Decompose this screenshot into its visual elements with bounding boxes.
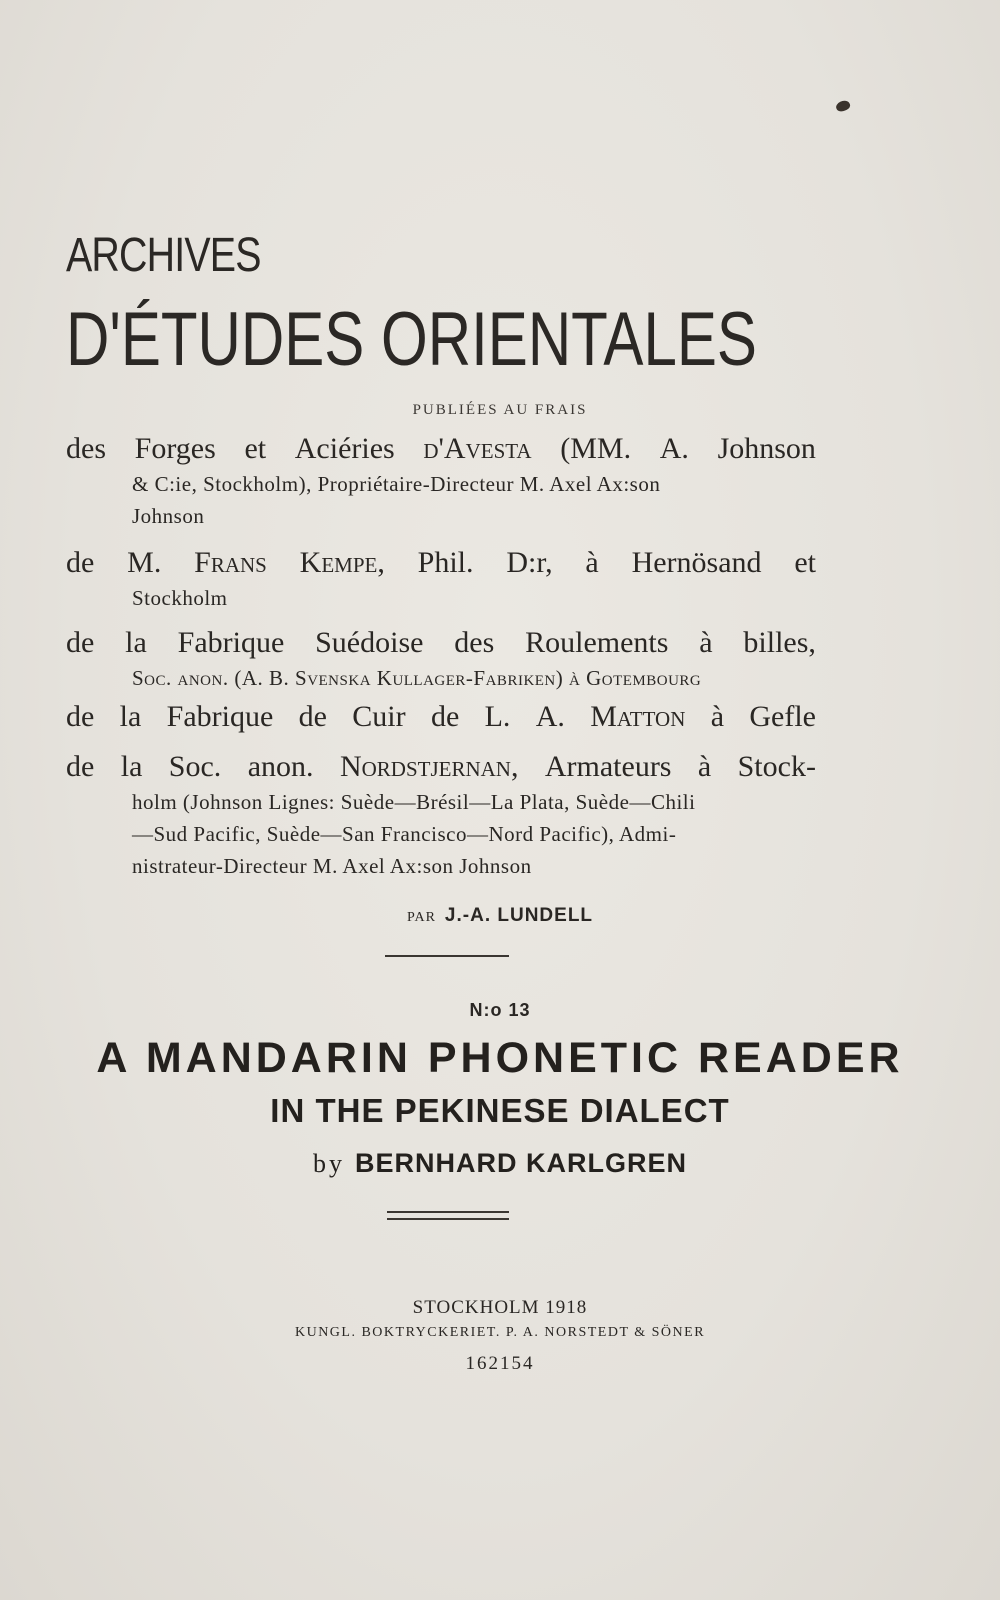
word: à	[710, 700, 725, 733]
editor-name: J.-A. LUNDELL	[444, 905, 594, 926]
par-label: PAR	[406, 910, 436, 925]
word: et	[244, 432, 267, 465]
word: Armateurs	[544, 750, 672, 783]
word: (MM.	[560, 432, 632, 465]
word: la	[120, 750, 143, 783]
continuation-line: & C:ie, Stockholm), Propriétaire-Directeur M. Axel Ax:son	[132, 472, 661, 496]
author-line	[0, 1148, 1000, 1179]
word: Aciéries	[294, 432, 395, 465]
word: Kempe,	[299, 546, 385, 579]
sponsor-continuation	[132, 662, 816, 694]
word: Hernösand	[631, 546, 762, 579]
word: A.	[535, 700, 565, 733]
word: de	[430, 700, 460, 733]
word: Roulements	[525, 626, 669, 659]
word: D:r,	[506, 546, 553, 579]
imprint-printer: KUNGL. BOKTRYCKERIET. P. A. NORSTEDT & SÖNER	[294, 1325, 706, 1340]
continuation-line: Stockholm	[132, 586, 228, 610]
sponsor-lead-line	[66, 698, 816, 736]
sponsor-lead-line	[66, 544, 816, 582]
sponsor-prefix: de	[66, 700, 95, 733]
word: M.	[127, 546, 162, 579]
word: à	[585, 546, 599, 579]
word: Frans	[194, 546, 267, 579]
sponsor-lead-line	[66, 430, 816, 468]
word: la	[119, 700, 142, 733]
word: d'Avesta	[423, 432, 532, 465]
sponsor-prefix: de	[66, 750, 95, 783]
word: des	[454, 626, 495, 659]
word: L.	[484, 700, 511, 733]
word: Gefle	[749, 700, 816, 733]
sponsor-prefix: de	[66, 626, 95, 659]
sponsor-entry-kempe	[66, 544, 816, 614]
ink-spot	[835, 99, 852, 114]
volume-number: N:o 13	[469, 1000, 531, 1020]
double-rule	[387, 1211, 509, 1220]
word: Fabrique	[177, 626, 285, 659]
word: la	[125, 626, 147, 659]
continuation-line: Soc. anon. (A. B. Svenska Kullager-Fabriken) à Gotembourg	[132, 666, 702, 690]
sponsor-prefix: des	[66, 432, 106, 465]
word: à	[699, 626, 713, 659]
word: Stock-	[737, 750, 816, 783]
word: Cuir	[352, 700, 406, 733]
series-title-line1: ARCHIVES	[66, 229, 261, 282]
sponsor-lead-line	[66, 748, 816, 786]
word: Matton	[590, 700, 686, 733]
series-title-line2: D'ÉTUDES ORIENTALES	[66, 297, 757, 382]
word: Forges	[134, 432, 216, 465]
word: anon.	[247, 750, 314, 783]
by-label: by	[313, 1149, 345, 1178]
continuation-line: Johnson	[132, 504, 205, 528]
editor-line	[0, 905, 1000, 927]
word: Fabrique	[166, 700, 274, 733]
word: Suédoise	[315, 626, 424, 659]
sponsor-prefix: de	[66, 546, 95, 579]
word: A.	[659, 432, 689, 465]
sponsor-continuation	[132, 786, 816, 882]
word: billes,	[743, 626, 816, 659]
divider-rule	[385, 955, 509, 957]
sponsor-continuation	[132, 582, 816, 614]
continuation-line: holm (Johnson Lignes: Suède—Brésil—La Plata, Suède—Chili	[132, 790, 696, 814]
imprint-code: 162154	[465, 1353, 535, 1374]
continuation-line: —Sud Pacific, Suède—San Francisco—Nord Pacific), Admi-	[132, 822, 677, 846]
word: à	[697, 750, 712, 783]
word: Soc.	[168, 750, 222, 783]
sponsor-entry-nordstjernan	[66, 748, 816, 882]
sponsor-lead-line	[66, 624, 816, 662]
sponsor-entry-avesta	[66, 430, 816, 532]
sponsor-entry-matton	[66, 698, 816, 736]
sponsor-continuation	[132, 468, 816, 532]
sponsor-entry-skf	[66, 624, 816, 694]
word: Nordstjernan,	[339, 750, 519, 783]
word: Phil.	[417, 546, 474, 579]
word: Johnson	[717, 432, 816, 465]
continuation-line: nistrateur-Directeur M. Axel Ax:son Johnson	[132, 854, 532, 878]
published-by-heading: PUBLIÉES AU FRAIS	[412, 402, 588, 418]
book-subtitle: IN THE PEKINESE DIALECT	[270, 1092, 730, 1129]
imprint-city-year: STOCKHOLM 1918	[412, 1297, 588, 1318]
book-title: A MANDARIN PHONETIC READER	[96, 1034, 904, 1082]
word: et	[794, 546, 816, 579]
author-name: BERNHARD KARLGREN	[355, 1148, 687, 1178]
word: de	[298, 700, 327, 733]
